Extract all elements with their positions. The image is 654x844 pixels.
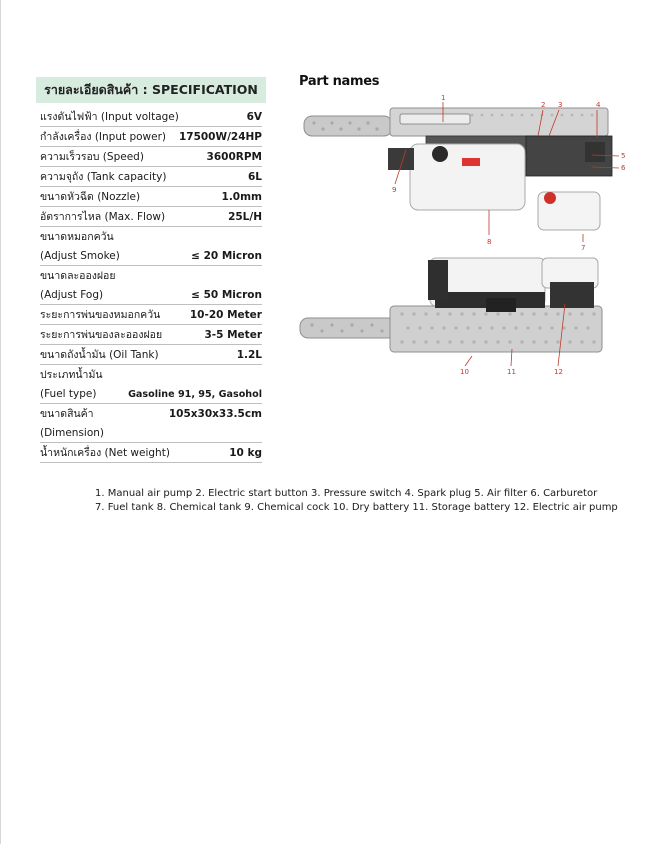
legend-line: 1. Manual air pump 2. Electric start button 3. Pressure switch 4. Spark plug 5. Air filter 6. Carburetor <box>95 488 598 499</box>
spec-label: อัตราการไหล (Max. Flow) <box>40 211 166 223</box>
callout-8: 8 <box>487 238 492 246</box>
spec-value: Gasoline 91, 95, Gasohol <box>128 389 262 400</box>
callout-1: 1 <box>441 94 446 102</box>
spec-label: (Adjust Smoke) <box>40 250 120 262</box>
spec-row <box>40 443 262 463</box>
spec-label: (Dimension) <box>40 427 105 439</box>
callout-2: 2 <box>541 101 546 109</box>
spec-label: (Fuel type) <box>40 388 97 400</box>
spec-label: ประเภทน้ำมัน <box>40 369 103 381</box>
spec-label: ความเร็วรอบ (Speed) <box>40 151 144 163</box>
spec-row <box>40 285 262 305</box>
spec-row <box>40 227 262 246</box>
spec-label: น้ำหนักเครื่อง (Net weight) <box>40 447 170 459</box>
spec-row <box>40 167 262 187</box>
spec-value: 105x30x33.5cm <box>168 408 262 420</box>
spec-value: 6L <box>248 171 262 183</box>
callout-5: 5 <box>621 152 626 160</box>
parts-legend <box>95 487 618 515</box>
spec-label: ความจุถัง (Tank capacity) <box>40 171 167 183</box>
spec-label: ระยะการพ่นของหมอกควัน <box>40 309 161 321</box>
spec-label: ขนาดหมอกควัน <box>40 231 114 243</box>
callout-3: 3 <box>558 101 563 109</box>
spec-label: ระยะการพ่นของละอองฝอย <box>40 329 163 341</box>
spec-row <box>40 423 262 443</box>
fogger-top-view <box>304 108 612 230</box>
spec-row <box>40 246 262 266</box>
spec-label: (Adjust Fog) <box>40 289 104 301</box>
legend-line: 7. Fuel tank 8. Chemical tank 9. Chemical cock 10. Dry battery 11. Storage battery 12. Electric air pump <box>95 502 618 513</box>
spec-value: 10 kg <box>229 447 262 459</box>
spec-label: ขนาดละอองฝอย <box>40 270 116 282</box>
spec-row <box>40 207 262 227</box>
spec-row <box>40 187 262 207</box>
spec-row <box>40 305 262 325</box>
spec-title: รายละเอียดสินค้า : SPECIFICATION <box>44 82 258 97</box>
spec-row <box>40 345 262 365</box>
fogger-bottom-view <box>300 258 602 352</box>
callout-9: 9 <box>392 186 397 194</box>
callout-4: 4 <box>596 101 601 109</box>
spec-value: 3-5 Meter <box>204 329 262 341</box>
spec-row <box>40 404 262 423</box>
spec-row <box>40 384 262 404</box>
fogger-diagram <box>290 92 630 384</box>
spec-value: 17500W/24HP <box>178 131 262 143</box>
spec-value: ≤ 20 Micron <box>191 250 262 262</box>
spec-header <box>36 77 266 103</box>
part-names-title: Part names <box>299 74 380 89</box>
spec-row <box>40 266 262 285</box>
spec-value: 25L/H <box>228 211 262 223</box>
spec-table <box>40 107 262 463</box>
spec-value: ≤ 50 Micron <box>191 289 262 301</box>
spec-value: 6V <box>246 111 262 123</box>
spec-row <box>40 365 262 384</box>
callout-12: 12 <box>554 368 563 376</box>
spec-row <box>40 147 262 167</box>
spec-row <box>40 325 262 345</box>
callout-7: 7 <box>581 244 586 252</box>
spec-row <box>40 107 262 127</box>
spec-label: แรงดันไฟฟ้า (Input voltage) <box>40 111 179 123</box>
spec-value: 1.0mm <box>221 191 262 203</box>
spec-value: 3600RPM <box>206 151 262 163</box>
callout-10: 10 <box>460 368 469 376</box>
spec-value: 10-20 Meter <box>189 309 262 321</box>
page-border <box>0 0 1 844</box>
spec-row <box>40 127 262 147</box>
spec-label: กำลังเครื่อง (Input power) <box>40 131 167 143</box>
spec-label: ขนาดถังน้ำมัน (Oil Tank) <box>40 349 159 361</box>
callout-11: 11 <box>507 368 516 376</box>
spec-label: ขนาดสินค้า <box>40 408 94 420</box>
callout-6: 6 <box>621 164 626 172</box>
spec-label: ขนาดหัวฉีด (Nozzle) <box>40 191 141 203</box>
spec-value: 1.2L <box>236 349 262 361</box>
